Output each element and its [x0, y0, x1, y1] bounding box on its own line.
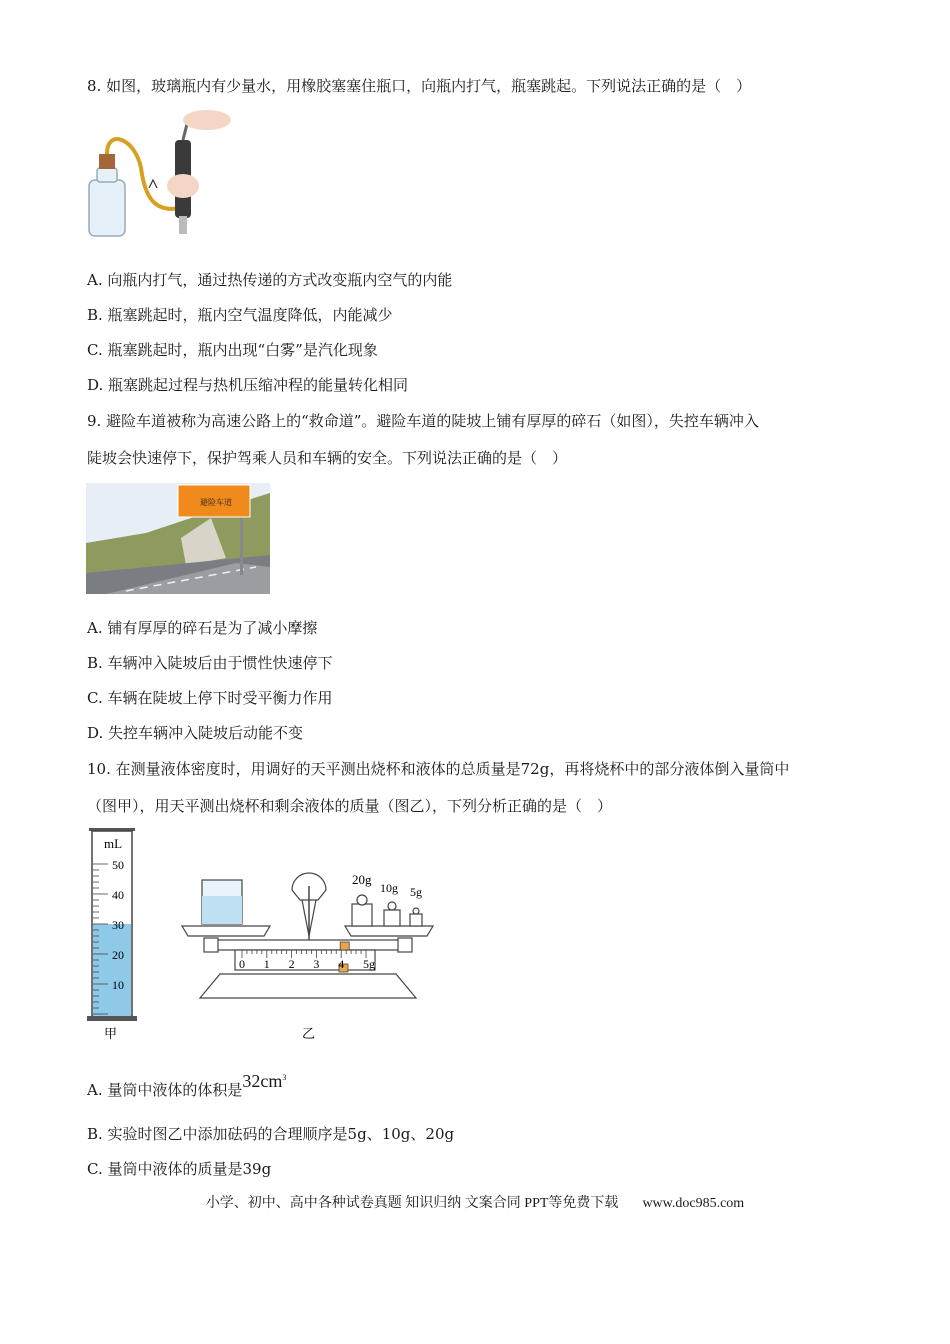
balance-scale-label: 2	[288, 957, 295, 971]
balance-scale-label: 0	[239, 957, 245, 971]
q10-option-a	[87, 1071, 287, 1100]
q10-stem-line2: （图甲），用天平测出烧杯和剩余液体的质量（图乙），下列分析正确的是（ ）	[87, 797, 613, 815]
cylinder-tick-label: 30	[112, 918, 124, 932]
cylinder-tick-label: 40	[112, 888, 124, 902]
q10-option-a-text: A. 量筒中液体的体积是	[87, 1081, 243, 1099]
q8-option-c: C. 瓶塞跳起时，瓶内出现“白雾”是汽化现象	[87, 341, 378, 359]
q9-stem-line2: 陡坡会快速停下，保护驾乘人员和车辆的安全。下列说法正确的是（ ）	[87, 449, 568, 467]
q8-option-d: D. 瓶塞跳起过程与热机压缩冲程的能量转化相同	[87, 376, 409, 394]
weight-label: 10g	[380, 881, 398, 895]
q9-option-b: B. 车辆冲入陡坡后由于惯性快速停下	[87, 654, 333, 672]
q10-balance-figure	[180, 866, 440, 1046]
q9-photo	[86, 483, 270, 594]
cylinder-tick-label: 50	[112, 858, 124, 872]
balance-scale-label: 5g	[363, 957, 375, 971]
balance-scale-label: 3	[313, 957, 320, 971]
page-footer	[0, 1192, 950, 1212]
cylinder-tick-label: 10	[112, 978, 124, 992]
footer-url: www.doc985.com	[642, 1196, 745, 1211]
weight-label: 5g	[410, 885, 422, 899]
q9-option-d: D. 失控车辆冲入陡坡后动能不变	[87, 724, 304, 742]
weight-label: 20g	[352, 872, 372, 887]
balance-rider	[340, 942, 349, 950]
q10-option-b: B. 实验时图乙中添加砝码的合理顺序是5g、10g、20g	[87, 1125, 455, 1143]
cylinder-tick-label: 20	[112, 948, 124, 962]
balance-scale-label: 4	[338, 957, 345, 971]
q10-stem-line1: 10. 在测量液体密度时，用调好的天平测出烧杯和液体的总质量是72g，再将烧杯中的部分液体倒入量筒中	[87, 760, 790, 778]
balance-scale-label: 1	[263, 957, 270, 971]
q8-option-a: A. 向瓶内打气，通过热传递的方式改变瓶内空气的内能	[87, 271, 453, 289]
q10-cylinder-figure	[86, 826, 146, 1046]
q10-option-a-value: $32cm^3$	[242, 1071, 287, 1091]
q9-option-a: A. 铺有厚厚的碎石是为了减小摩擦	[87, 619, 318, 637]
footer-text: 小学、初中、高中各种试卷真题 知识归纳 文案合同 PPT等免费下载	[205, 1196, 619, 1211]
q10-option-c: C. 量筒中液体的质量是39g	[87, 1160, 272, 1178]
q8-stem: 8. 如图，玻璃瓶内有少量水，用橡胶塞塞住瓶口，向瓶内打气，瓶塞跳起。下列说法正确的是（ ）	[87, 77, 752, 95]
q9-option-c: C. 车辆在陡坡上停下时受平衡力作用	[87, 689, 333, 707]
q9-sign-text: 避险车道	[200, 498, 232, 507]
unit-exponent: 3	[282, 1073, 287, 1082]
balance-caption: 乙	[302, 1027, 316, 1042]
cylinder-caption: 甲	[104, 1027, 118, 1042]
q9-stem-line1: 9. 避险车道被称为高速公路上的“救命道”。避险车道的陡坡上铺有厚厚的碎石（如图），失控车辆冲入	[87, 412, 759, 430]
q8-option-b: B. 瓶塞跳起时，瓶内空气温度降低，内能减少	[87, 306, 393, 324]
cylinder-unit: mL	[104, 836, 123, 851]
q8-pump-figure	[85, 108, 245, 240]
